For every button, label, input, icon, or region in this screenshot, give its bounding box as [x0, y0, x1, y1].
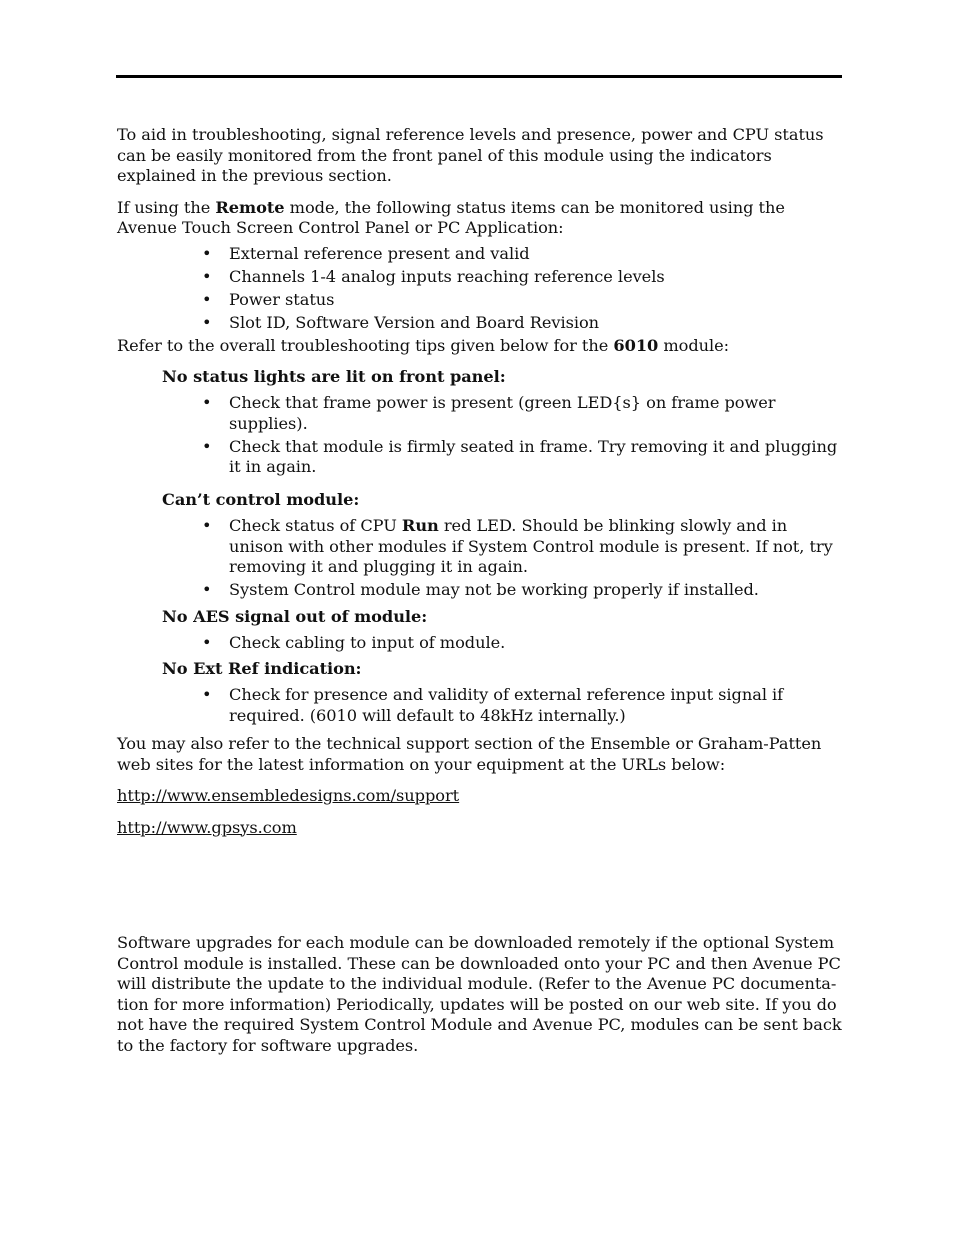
tip-list — [117, 633, 843, 654]
refer-paragraph — [117, 336, 843, 357]
bullet: • — [202, 243, 212, 263]
list-item — [202, 580, 843, 601]
remote-pre: If using the — [117, 197, 216, 217]
remote-paragraph — [117, 198, 843, 239]
bullet: • — [202, 393, 212, 412]
bullet: • — [202, 516, 212, 535]
list-item-text: Check for presence and validity of external reference input signal if required. (6010 will default to 48kHz internally.) — [229, 685, 784, 725]
intro-paragraph: To aid in troubleshooting, signal reference levels and presence, power and CPU status can be easily monitored from the front panel of this module using the indicators explained in the previous section. — [117, 125, 824, 185]
remote-bold: Remote — [215, 197, 285, 217]
tip-heading: No Ext Ref indication: — [162, 658, 362, 678]
list-item-text: Check that module is firmly seated in frame. Try removing it and plugging it in again. — [229, 436, 838, 476]
bullet: • — [202, 436, 212, 456]
list-item-text: System Control module may not be working properly if installed. — [229, 580, 759, 599]
tip-heading: No status lights are lit on front panel: — [162, 366, 506, 386]
troubleshooting-section — [117, 125, 843, 838]
upgrade-paragraph: Software upgrades for each module can be downloaded remotely if the optional System Control module is installed. These can be downloaded onto your PC and then Avenue PC will distribute the update to the individual module. (Refer to the Avenue PC documenta-tion for more information) Periodically, updates will be posted on our web site. If you do not have the required System Control Module and Avenue PC, modules can be sent back to the factory for software upgrades. — [117, 933, 842, 1055]
list-item-text: Check that frame power is present (green LED{s} on frame power supplies). — [229, 393, 776, 433]
ensemble-support-link[interactable]: http://www.ensembledesigns.com/support — [117, 786, 460, 805]
list-item — [202, 685, 843, 726]
refer-post: module: — [658, 336, 730, 355]
run-bold: Run — [401, 516, 439, 535]
remote-post: mode, the following status items can be monitored using the Avenue Touch Screen Control Panel or PC Application: — [117, 197, 785, 237]
list-item-text: Check status of CPU — [229, 516, 402, 535]
list-item-text: Power status — [229, 289, 335, 309]
bullet: • — [202, 580, 212, 599]
list-item — [202, 436, 843, 478]
tip-list — [117, 685, 843, 726]
list-item — [202, 312, 843, 334]
tip-list — [117, 516, 843, 601]
bullet: • — [202, 633, 212, 652]
gpsys-link[interactable]: http://www.gpsys.com — [117, 817, 297, 837]
list-item-text: red LED. Should be blinking slowly and in unison with other modules if System Control module is present. If not, try removing it and plugging it in again. — [229, 516, 833, 576]
bullet: • — [202, 266, 212, 286]
list-item-text: External reference present and valid — [229, 243, 530, 263]
list-item-text: Channels 1-4 analog inputs reaching reference levels — [229, 266, 665, 286]
list-item — [202, 393, 843, 434]
list-item — [202, 243, 843, 265]
tip-list — [117, 393, 843, 478]
refer-pre: Refer to the overall troubleshooting tips given below for the — [117, 336, 614, 355]
status-list — [117, 244, 843, 334]
header-rule — [116, 75, 842, 78]
bullet: • — [202, 289, 212, 309]
list-item — [202, 633, 843, 654]
list-item — [202, 289, 843, 311]
support-paragraph: You may also refer to the technical support section of the Ensemble or Graham-Patten web sites for the latest information on your equipment at the URLs below: — [117, 734, 822, 774]
list-item-text: Slot ID, Software Version and Board Revision — [229, 312, 600, 332]
list-item — [202, 516, 843, 578]
list-item-text: Check cabling to input of module. — [229, 633, 506, 652]
list-item — [202, 266, 843, 288]
refer-bold: 6010 — [613, 336, 659, 355]
bullet: • — [202, 312, 212, 332]
tip-heading: No AES signal out of module: — [162, 606, 428, 626]
tip-heading: Can’t control module: — [162, 489, 360, 509]
bullet: • — [202, 685, 212, 704]
